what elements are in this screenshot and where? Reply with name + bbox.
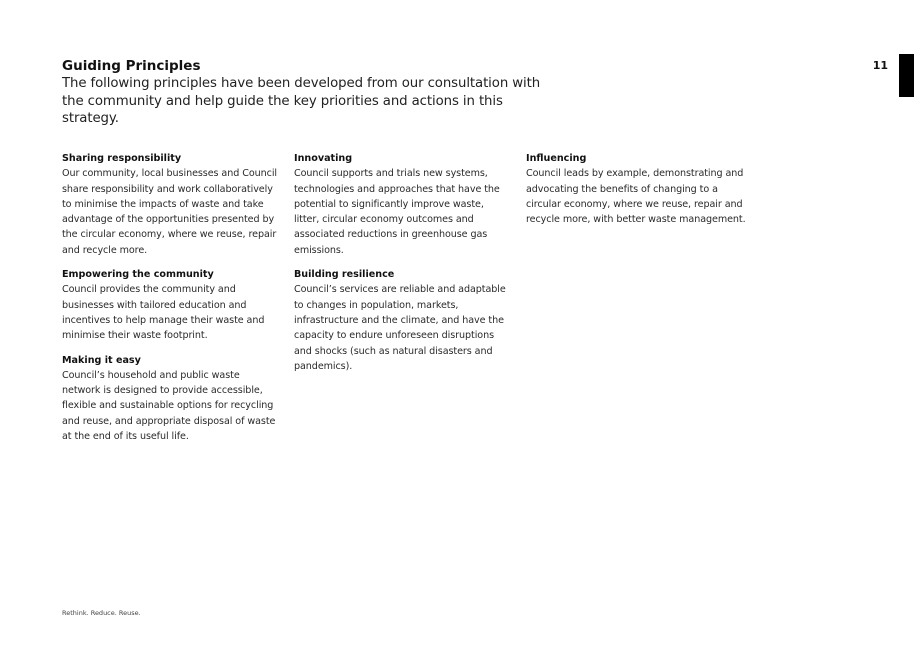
principle-title: Sharing responsibility	[62, 153, 182, 164]
principle-body: Council supports and trials new systems, technologies and approaches that have the potential to significantly improve waste, litter, circular economy outcomes and associated reductions in greenhouse gas emissions.	[294, 168, 500, 256]
principle-body: Council provides the community and businesses with tailored education and incentives to help manage their waste and minimise their waste footprint.	[62, 284, 265, 342]
principle-making-it-easy	[62, 353, 278, 445]
principle-title: Innovating	[294, 153, 353, 164]
principle-sharing-responsibility	[62, 151, 278, 258]
principle-body: Council leads by example, demonstrating and advocating the benefits of changing to a circular economy, where we reuse, repair and recycle more, with better waste management.	[526, 168, 746, 226]
principle-body: Council’s services are reliable and adaptable to changes in population, markets, infrastructure and the climate, and have the capacity to endure unforeseen disruptions and shocks (such as natural disasters and pandemics).	[294, 284, 506, 372]
principles-column-1	[62, 151, 278, 453]
page-title: Guiding Principles	[62, 58, 201, 74]
principle-body: Our community, local businesses and Council share responsibility and work collaboratively to minimise the impacts of waste and take advantage of the opportunities presented by the circular economy, where we reuse, repair and recycle more.	[62, 168, 277, 256]
page-footer: Rethink. Reduce. Reuse.	[62, 609, 141, 617]
page-intro: The following principles have been developed from our consultation with the community and help guide the key priorities and actions in this strategy.	[62, 76, 541, 126]
principles-column-2	[294, 151, 510, 383]
principle-building-resilience	[294, 267, 510, 374]
principle-empowering-community	[62, 267, 278, 343]
principle-title: Building resilience	[294, 269, 395, 281]
section-tab-marker	[899, 54, 914, 97]
principle-title: Empowering the community	[62, 269, 214, 281]
principle-influencing	[526, 151, 746, 227]
principle-body: Council’s household and public waste network is designed to provide accessible, flexible and sustainable options for recycling and reuse, and appropriate disposal of waste at the end of its useful life.	[62, 369, 276, 443]
principle-title: Making it easy	[62, 354, 141, 366]
principle-innovating	[294, 151, 510, 258]
principle-title: Influencing	[526, 153, 587, 164]
page-heading	[62, 57, 542, 128]
page-number: 11	[872, 59, 888, 72]
principles-column-3	[526, 151, 746, 236]
